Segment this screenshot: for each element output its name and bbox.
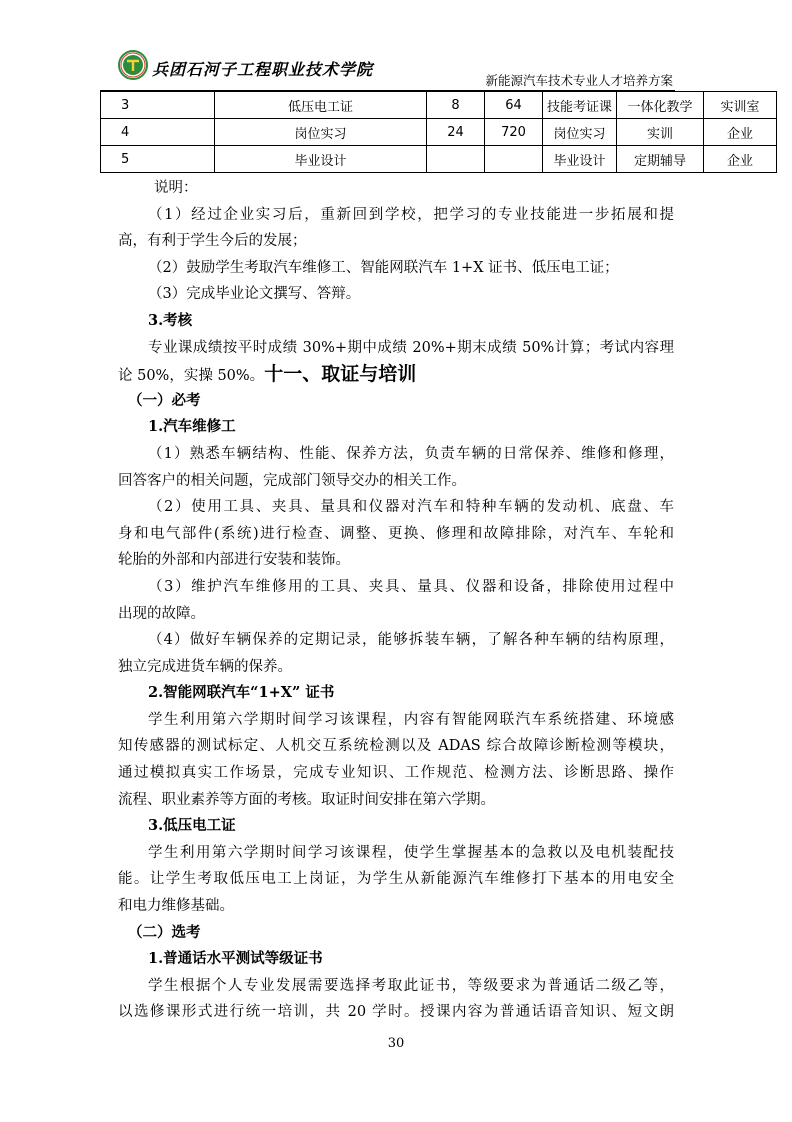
table-cell: 实训	[617, 119, 704, 146]
table-cell: 企业	[704, 119, 777, 146]
table-cell: 技能考证课	[543, 92, 617, 119]
paragraph-line: 流程、职业素养等方面的考核。取证时间安排在第六学期。	[118, 791, 495, 808]
table-cell: 64	[485, 92, 543, 119]
table-cell: 岗位实习	[215, 119, 427, 146]
table-cell: 4	[101, 119, 215, 146]
section-heading: 3.考核	[148, 311, 193, 329]
paragraph-line	[118, 361, 674, 388]
paragraph-line: 知传感器的测试标定、人机交互系统检测以及 ADAS 综合故障诊断检测等模块，	[118, 738, 674, 755]
paragraph-line: 以选修课形式进行统一培训，共 20 学时。授课内容为普通话语音知识、短文朗	[118, 1004, 674, 1021]
paragraph-line: 身和电气部件(系统)进行检查、调整、更换、修理和故障排除，对汽车、车轮和	[118, 525, 674, 542]
subsection-heading: （一）必考	[128, 391, 201, 409]
table-row	[101, 92, 777, 119]
paragraph-line: （2）鼓励学生考取汽车维修工、智能网联汽车 1+X 证书、低压电工证；	[148, 259, 619, 276]
subsection-heading: （二）选考	[128, 923, 201, 941]
paragraph-line: 和电力维修基础。	[118, 898, 234, 915]
table-cell: 3	[101, 92, 215, 119]
section-heading: 2.智能网联汽车“1+X” 证书	[148, 684, 335, 702]
school-name: 兵团石河子工程职业技术学院	[152, 60, 374, 79]
paragraph-line: 独立完成进货车辆的保养。	[118, 658, 292, 675]
table-cell: 一体化教学	[617, 92, 704, 119]
table-cell: 定期辅导	[617, 146, 704, 173]
course-table	[100, 91, 777, 173]
paragraph-line: 学生根据个人专业发展需要选择考取此证书，等级要求为普通话二级乙等，	[148, 977, 674, 994]
paragraph-line: （4）做好车辆保养的定期记录，能够拆装车辆，了解各种车辆的结构原理，	[148, 632, 674, 649]
paragraph-text: 论 50%，实操 50%。	[118, 368, 265, 385]
school-logo-icon	[118, 50, 148, 80]
note-label: 说明：	[154, 180, 198, 196]
paragraph-line: （3）完成毕业论文撰写、答辩。	[148, 286, 361, 303]
paragraph-line: 专业课成绩按平时成绩 30%+期中成绩 20%+期末成绩 50%计算；考试内容理	[148, 339, 674, 356]
table-cell	[485, 146, 543, 173]
section-heading: 1.汽车维修工	[148, 418, 236, 436]
paragraph-line: 轮胎的外部和内部进行安装和装饰。	[118, 552, 350, 569]
table-cell: 8	[427, 92, 485, 119]
table-cell: 720	[485, 119, 543, 146]
section-heading: 3.低压电工证	[148, 817, 236, 835]
paragraph-line: （2）使用工具、夹具、量具和仪器对汽车和特种车辆的发动机、底盘、车	[148, 499, 674, 516]
table-cell: 毕业设计	[543, 146, 617, 173]
paragraph-line: （3）维护汽车维修用的工具、夹具、量具、仪器和设备，排除使用过程中	[148, 578, 674, 595]
page-header	[100, 50, 675, 95]
table-row	[101, 119, 777, 146]
paragraph-line: 能。让学生考取低压电工上岗证，为学生从新能源汽车维修打下基本的用电安全	[118, 871, 674, 888]
paragraph-line: 学生利用第六学期时间学习该课程，内容有智能网联汽车系统搭建、环境感	[148, 711, 674, 728]
paragraph-line: （1）熟悉车辆结构、性能、保养方法，负责车辆的日常保养、维修和修理，	[148, 445, 674, 462]
table-cell: 企业	[704, 146, 777, 173]
table-cell: 24	[427, 119, 485, 146]
table-cell: 5	[101, 146, 215, 173]
document-title: 新能源汽车技术专业人才培养方案	[485, 73, 673, 88]
table-cell	[427, 146, 485, 173]
paragraph-line: 高，有利于学生今后的发展；	[118, 233, 307, 250]
table-cell: 岗位实习	[543, 119, 617, 146]
paragraph-line: 出现的故障。	[118, 605, 205, 622]
paragraph-line: 通过模拟真实工作场景，完成专业知识、工作规范、检测方法、诊断思路、操作	[118, 765, 674, 782]
paragraph-line: （1）经过企业实习后，重新回到学校，把学习的专业技能进一步拓展和提	[148, 206, 674, 223]
table-row	[101, 146, 777, 173]
table-cell: 毕业设计	[215, 146, 427, 173]
paragraph-line: 学生利用第六学期时间学习该课程，使学生掌握基本的急救以及电机装配技	[148, 844, 674, 861]
section-heading: 1.普通话水平测试等级证书	[148, 950, 323, 968]
page-number: 30	[387, 1036, 405, 1051]
chapter-heading: 十一、取证与培训	[264, 363, 417, 386]
paragraph-line: 回答客户的相关问题，完成部门领导交办的相关工作。	[118, 472, 466, 489]
table-cell: 低压电工证	[215, 92, 427, 119]
table-cell: 实训室	[704, 92, 777, 119]
document-body	[118, 175, 674, 1026]
